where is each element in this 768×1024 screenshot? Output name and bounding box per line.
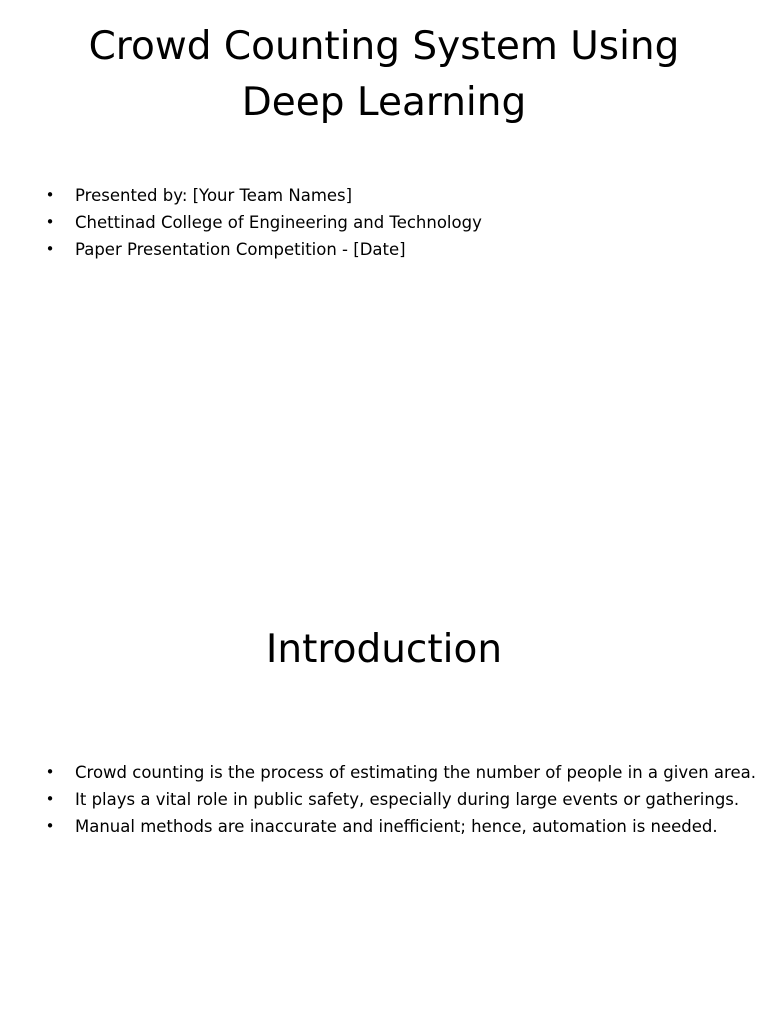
- bullet-list: [0, 182, 768, 263]
- bullet-text: Crowd counting is the process of estimating the number of people in a given area.: [75, 763, 756, 782]
- slide-introduction: [0, 600, 768, 1024]
- bullet-item: [0, 813, 768, 840]
- bullet-dot-icon: •: [45, 817, 55, 835]
- bullet-text: Chettinad College of Engineering and Technology: [75, 213, 482, 232]
- bullet-text: Manual methods are inaccurate and inefficient; hence, automation is needed.: [75, 817, 718, 836]
- bullet-text: It plays a vital role in public safety, especially during large events or gatherings.: [75, 790, 740, 809]
- bullet-dot-icon: •: [45, 790, 55, 808]
- bullet-text: Presented by: [Your Team Names]: [75, 186, 353, 205]
- bullet-item: [0, 759, 768, 786]
- bullet-item: [0, 236, 768, 263]
- bullet-dot-icon: •: [45, 240, 55, 258]
- bullet-item: [0, 209, 768, 236]
- bullet-dot-icon: •: [45, 186, 55, 204]
- bullet-list: [0, 759, 768, 840]
- bullet-dot-icon: •: [45, 213, 55, 231]
- slide-title: Introduction: [265, 627, 503, 672]
- bullet-item: [0, 182, 768, 209]
- bullet-item: [0, 786, 768, 813]
- bullet-text: Paper Presentation Competition - [Date]: [75, 240, 406, 259]
- slide-title: Crowd Counting System Using Deep Learning: [88, 24, 680, 125]
- bullet-dot-icon: •: [45, 763, 55, 781]
